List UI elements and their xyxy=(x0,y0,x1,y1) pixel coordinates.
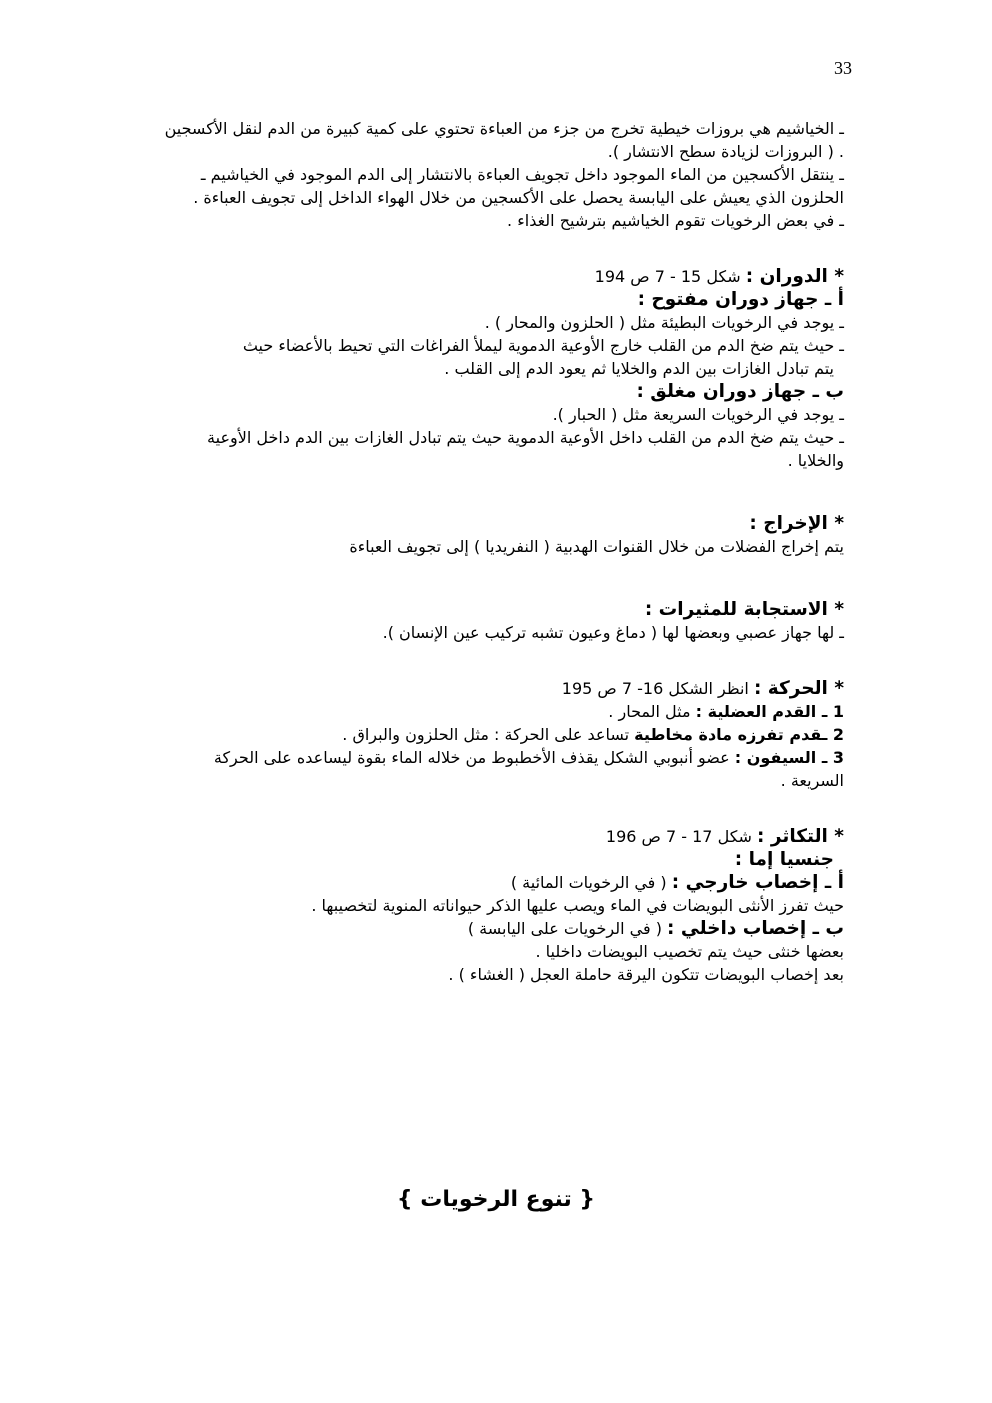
circulation-heading: * الدوران : xyxy=(745,266,844,287)
internal-fertilization-note: ( في الرخويات على اليابسة ) xyxy=(467,919,662,938)
internal-fertilization-text-1: بعضها خنثى حيث يتم تخصيب البويضات داخليا . xyxy=(535,942,844,961)
external-fertilization-title: أ ـ إخصاب خارجي : xyxy=(671,872,844,893)
open-circulation-title: أ ـ جهاز دوران مفتوح : xyxy=(637,289,844,310)
sexual-reproduction-label: جنسيا إما : xyxy=(734,849,834,870)
external-fertilization-note: ( في الرخويات المائية ) xyxy=(510,873,667,892)
internal-fertilization-title: ب ـ إخصاب داخلي : xyxy=(667,918,844,939)
movement-item-1 xyxy=(160,700,844,723)
response-text: ـ لها جهاز عصبي وبعضها لها ( دماغ وعيون تشبه تركيب عين الإنسان ). xyxy=(382,623,844,642)
movement-item-2-text: تساعد على الحركة : مثل الحلزون والبراق . xyxy=(342,725,630,744)
closed-circulation-point-2: ـ حيث يتم ضخ الدم من القلب داخل الأوعية الدموية حيث يتم تبادل الغازات بين الدم داخل الأوعية والخلايا . xyxy=(207,428,844,470)
response-heading: * الاستجابة للمثيرات : xyxy=(644,599,844,620)
reproduction-figure-ref: شكل 17 - 7 ص 196 xyxy=(605,827,752,846)
closed-circulation-title: ب ـ جهاز دوران مغلق : xyxy=(636,381,844,402)
movement-item-2-label: 2 ـقدم تفرزه مادة مخاطية xyxy=(634,725,844,744)
movement-item-3-text: عضو أنبوبي الشكل يقذف الأخطبوط من خلاله الماء بقوة ليساعده على الحركة السريعة . xyxy=(213,748,844,790)
gills-point-2: ـ ينتقل الأكسجين من الماء الموجود داخل تجويف العباءة بالانتشار إلى الدم الموجود في الخياشيم ـ الحلزون الذي يعيش على اليابسة يحصل على الأكسجين من خلال الهواء الداخل إلى تجويف العباءة . xyxy=(193,165,844,207)
open-circulation-point-2: ـ حيث يتم ضخ الدم من القلب خارج الأوعية الدموية ليملأ الفراغات التي تحيط بالأعضاء حيث xyxy=(242,336,844,355)
movement-heading-line xyxy=(160,677,844,700)
movement-item-3 xyxy=(160,746,844,792)
open-circulation-point-2-cont: يتم تبادل الغازات بين الدم والخلايا ثم يعود الدم إلى القلب . xyxy=(444,359,834,378)
movement-heading: * الحركة : xyxy=(753,678,844,699)
gills-point-1: ـ الخياشيم هي بروزات خيطية تخرج من جزء من العباءة تحتوي على كمية كبيرة من الدم لنقل الأكسجين . ( البروزات لزيادة سطح الانتشار ). xyxy=(164,119,844,161)
open-circulation-point-1: ـ يوجد في الرخويات البطيئة مثل ( الحلزون والمحار ) . xyxy=(484,313,844,332)
reproduction-heading: * التكاثر : xyxy=(757,826,844,847)
movement-item-1-text: مثل المحار . xyxy=(608,702,691,721)
gills-point-3: ـ في بعض الرخويات تقوم الخياشيم بترشيح الغذاء . xyxy=(507,211,844,230)
excretion-heading: * الإخراج : xyxy=(749,513,844,534)
internal-fertilization-line xyxy=(160,917,844,940)
movement-item-2 xyxy=(160,723,844,746)
external-fertilization-text: حيث تفرز الأنثى البويضات في الماء ويصب عليها الذكر حيواناته المنوية لتخصيبها . xyxy=(311,896,844,915)
excretion-text: يتم إخراج الفضلات من خلال القنوات الهدبية ( النفريديا ) إلى تجويف العباءة xyxy=(349,537,844,556)
circulation-heading-line xyxy=(160,265,844,288)
movement-item-1-label: 1 ـ القدم العضلية : xyxy=(695,702,844,721)
circulation-figure-ref: شكل 15 - 7 ص 194 xyxy=(594,267,741,286)
movement-figure-ref: انظر الشكل 16- 7 ص 195 xyxy=(561,679,749,698)
movement-item-3-label: 3 ـ السيفون : xyxy=(734,748,844,767)
external-fertilization-line xyxy=(160,871,844,894)
closed-circulation-point-1: ـ يوجد في الرخويات السريعة مثل ( الحبار ). xyxy=(552,405,844,424)
reproduction-heading-line xyxy=(160,825,844,848)
internal-fertilization-text-2: بعد إخصاب البويضات تتكون اليرقة حاملة العجل ( الغشاء ) . xyxy=(448,965,844,984)
next-section-title: { تنوع الرخويات } xyxy=(396,1187,596,1212)
page-number: 33 xyxy=(834,58,852,78)
page-content xyxy=(160,117,844,986)
